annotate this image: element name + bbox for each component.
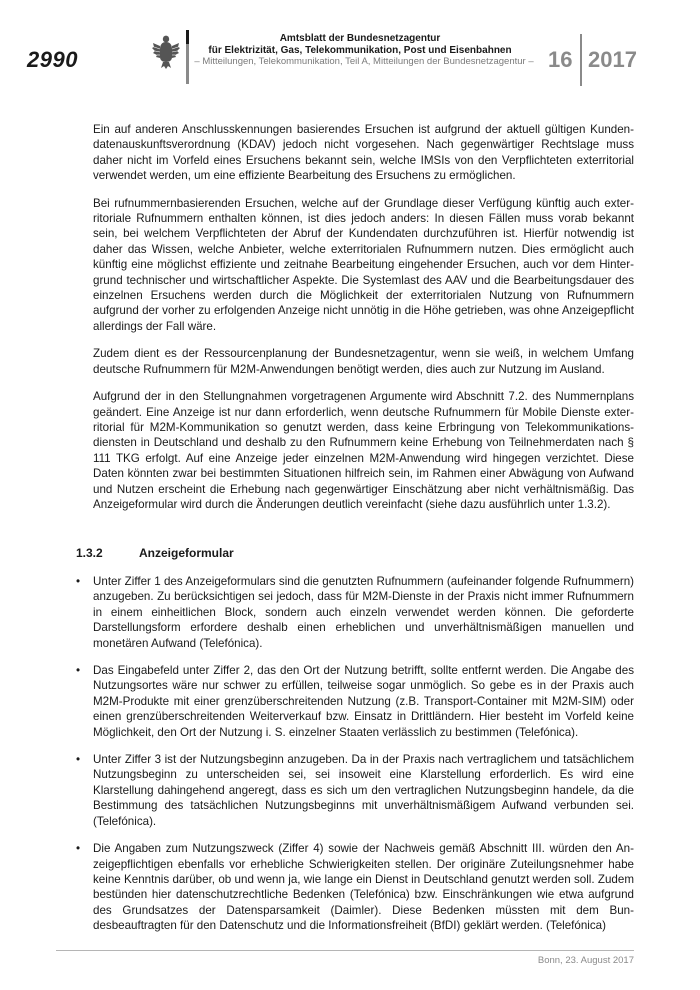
list-item [76, 752, 634, 829]
paragraph: Ein auf anderen Anschlusskennungen basierendes Ersuchen ist aufgrund der aktuell gültigen Kundendatenauskunftsverordnung (KDAV) jedoch nicht vorgesehen. Nach gegenwärtiger Rechtslage muss daher nicht im Vorfeld eines Ersuchens bekannt sein, welche IMSIs von den Verpflichteten exterritorial verwendet werden, um eine effiziente Bearbeitung des Ersuchens zu ermöglichen. [93, 123, 634, 183]
list-item-text: Das Eingabefeld unter Ziffer 2, das den Ort der Nutzung betrifft, sollte entfernt werden. Die Angabe des Nutzungsortes wäre nur schwer zu erfüllen, teilweise sogar unmöglich. So gebe es in der Praxis auch M2M-Produkte mit einer grenzüberschreitenden Nutzung (z.B. Transport-Container mit M2M-SIM) oder einen grenzüberschreitenden Weiterverkauf bzw. Einsatz in Drittländern. Hier besteht im Vorfeld keine Möglichkeit, den Ort der Nutzung i. S. einzelner Staaten verlässlich zu bestimmen (Telefónica). [93, 664, 634, 739]
page-number: 2990 [27, 47, 78, 72]
bullet-icon: • [76, 753, 81, 767]
publisher-title [195, 33, 525, 57]
federal-eagle-icon [152, 34, 180, 70]
list-item [76, 663, 634, 740]
list-item [76, 841, 634, 933]
list-item-text: Unter Ziffer 3 ist der Nutzungsbeginn anzugeben. Da in der Praxis nach vertraglichem und tatsächlichem Nutzungsbeginn zu unterscheiden sei, sei insoweit eine Klarstellung erforderlich. Es wird eine Klarstellung dahingehend angeregt, dass es sich um den vertraglichen Nutzungsbeginn handele, da die Bestimmung des tatsächlichen Nutzungsbeginns mit unverhältnismäßigem Aufwand verbunden sei. (Telefónica). [93, 753, 634, 828]
issue-divider [580, 34, 582, 86]
bullet-icon: • [76, 664, 81, 678]
footer-divider [56, 950, 634, 951]
paragraph: Bei rufnummernbasierenden Ersuchen, welche auf der Grundlage dieser Verfügung künftig auch exterritoriale Rufnummern enthalten können, ist dies jedoch anders: In diesen Fällen muss vorab bekannt sein, bei welchem Verpflichteten der Abruf der Kundendaten durchzuführen ist. Hierfür notwendig ist daher das Wissen, welche Anbieter, welche exterritorialen Rufnummern nutzen. Dies ermöglicht auch künftig eine möglichst effiziente und zeitnahe Bearbeitung eingehender Ersuchen, auch vor dem Hintergrund technischer und wirtschaftlicher Aspekte. Die Systemlast des AAV und die Bearbeitungsdauer des einzelnen Ersuchens werden durch die Möglichkeit der exterritorialen Nutzung von Rufnummern aufgrund der vorher zu erfolgenden Anzeige nicht unnötig in die Höhe getrieben, was ohne Anzeigepflicht allerdings der Fall wäre. [93, 196, 634, 333]
issue-number: 16 [548, 47, 573, 72]
bullet-icon: • [76, 842, 81, 856]
paragraph: Aufgrund der in den Stellungnahmen vorgetragenen Argumente wird Abschnitt 7.2. des Nummernplans geändert. Eine Anzeige ist nur dann erforderlich, wenn deutsche Rufnummern für Mobile Dienste exterritorial für M2M-Kommunikation so genutzt werden, dass keine Erbringung von Telekommunikationsdiensten in Deutschland und deshalb zu den Rufnummern keine Erhebung von Teilnehmerdaten nach § 111 TKG erfolgt. Auf eine Anzeige jeder einzelnen M2M-Anwendung wird hingegen verzichtet. Diese Daten könnten zwar bei bestimmten Situationen hilfreich sein, im Rahmen einer Abwägung von Aufwand und Nutzen erscheint die Erhebung nach gegenwärtiger Einschätzung aber nicht verhältnismäßig. Das Anzeigeformular wird durch die Änderungen deutlich vereinfacht (siehe dazu ausführlich unter 1.3.2). [93, 390, 634, 511]
publisher-line-2: für Elektrizität, Gas, Telekommunikation, Post und Eisenbahnen [208, 45, 512, 56]
bullet-icon: • [76, 575, 81, 588]
list-item [76, 574, 634, 651]
series-subtitle: – Mitteilungen, Telekommunikation, Teil A, Mitteilungen der Bundesnetzagentur – [194, 56, 534, 67]
section-heading [76, 546, 234, 560]
paragraph: Zudem dient es der Ressourcenplanung der Bundesnetzagentur, wenn sie weiß, in welchem Umfang deutsche Rufnummern für M2M-Anwendungen benötigt werden, dies auch zur Nutzung im Ausland. [93, 347, 634, 376]
list-item-text: Die Angaben zum Nutzungszweck (Ziffer 4) sowie der Nachweis gemäß Abschnitt III. würden den Anzeigepflichtigen ebenfalls vor erhebliche Schwierigkeiten stellen. Der originäre Zuteilungsnehmer habe keine Kenntnis darüber, ob und wenn ja, wie lange ein Dienst in Deutschland genutzt werden soll. Zudem bestünden hier datenschutzrechtliche Bedenken (Telefónica) bzw. Einschränkungen wie etwa aufgrund des Grundsatzes der Datensparsamkeit (Daimler). Diese Bedenken müssten mit dem Bundesbeauftragten für den Datenschutz und die Informationsfreiheit (BfDI) geklärt werden. (Telefónica) [93, 842, 634, 933]
footer-date: Bonn, 23. August 2017 [537, 955, 634, 966]
section-number: 1.3.2 [76, 546, 103, 560]
list-item-text: Unter Ziffer 1 des Anzeigeformulars sind die genutzten Rufnummern (aufeinander folgende Rufnummern) anzugeben. Zu berücksichtigen sei jedoch, dass für M2M-Dienste in der Praxis nicht immer Rufnummern in einem einheitlichen Block, sondern auch einzeln verwendet werden können. Die geforderte Darstellungsform erfordere deshalb einen erheblichen und unverhältnismäßigen manuellen und monetären Aufwand (Telefónica). [93, 575, 634, 650]
section-title: Anzeigeformular [139, 546, 234, 560]
header-divider-accent [186, 30, 189, 44]
publisher-line-1: Amtsblatt der Bundesnetzagentur [279, 33, 441, 44]
body-text [93, 122, 634, 524]
bullet-list [76, 574, 634, 946]
issue-year: 2017 [588, 47, 637, 72]
